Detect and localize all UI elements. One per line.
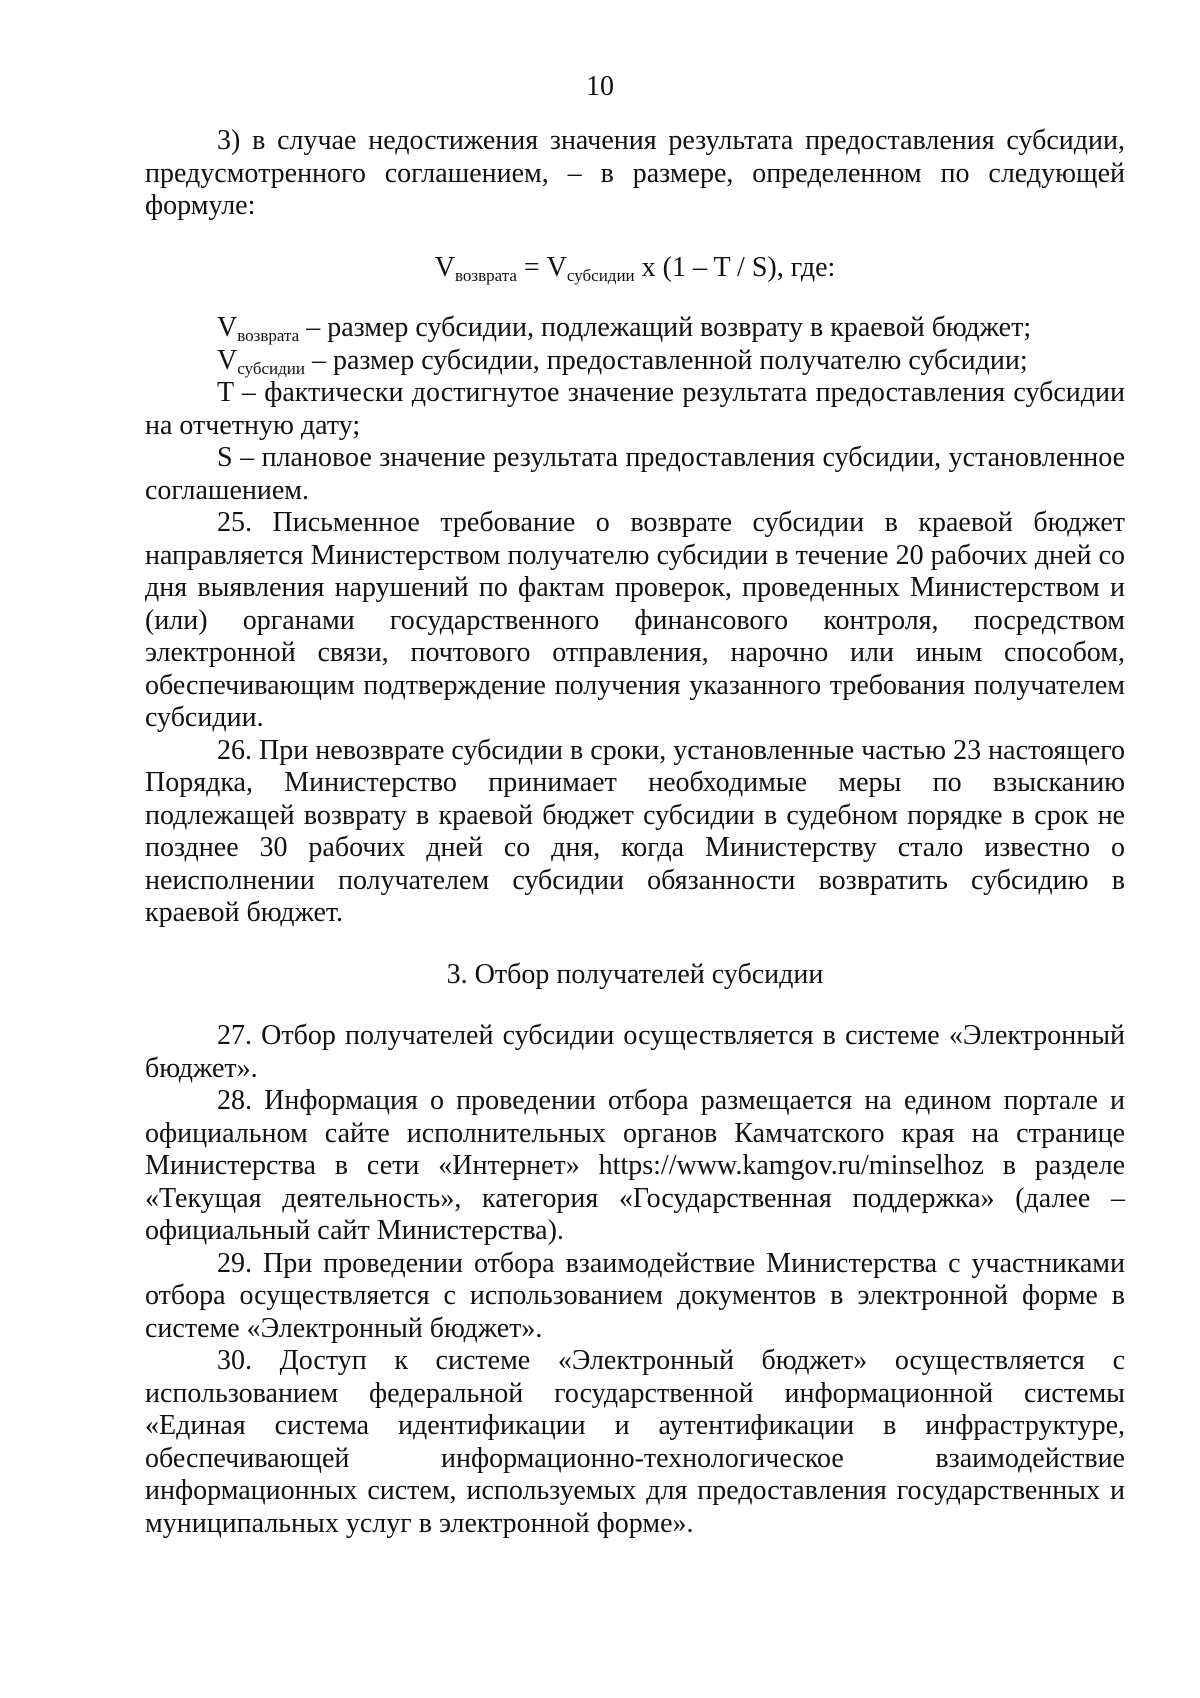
paragraph-28: 28. Информация о проведении отбора размещается на едином портале и официальном сайте исполнительных органов Камчатского края на странице Министерства в сети «Интернет» https://www.kamgov.ru/minselhoz в разделе «Текущая деятельность», категория «Государственная поддержка» (далее – официальный сайт Министерства). [145,1085,1125,1246]
document-body [145,125,1125,1540]
definition-v-return [145,312,1125,345]
paragraph-29: 29. При проведении отбора взаимодействие Министерства с участниками отбора осуществляется с использованием документов в электронной форме в системе «Электронный бюджет». [145,1247,1125,1344]
refund-formula [145,252,1125,285]
formula-rest: x (1 – T / S), где: [634,251,836,283]
formula-v-return: V [434,251,455,283]
definition-symbol: V [217,312,238,343]
definition-text: – размер субсидии, предоставленной получателю субсидии; [304,344,1028,376]
formula-sub-subsidy: субсидии [566,265,635,285]
definition-v-subsidy [145,345,1125,378]
paragraph-27: 27. Отбор получателей субсидии осуществляется в системе «Электронный бюджет». [145,1020,1125,1084]
definition-text: – размер субсидии, подлежащий возврату в краевой бюджет; [299,312,1032,343]
formula-sub-return: возврата [454,265,517,285]
page-number: 10 [586,71,614,102]
definition-symbol: V [217,344,238,376]
paragraph-25: 25. Письменное требование о возврате субсидии в краевой бюджет направляется Министерством получателю субсидии в течение 20 рабочих дней со дня выявления нарушений по фактам проверок, проведенных Министерством и (или) органами государственного финансового контроля, посредством электронной связи, почтового отправления, нарочно или иным способом, обеспечивающим подтверждение получения указанного требования получателем субсидии. [145,507,1125,733]
formula-eq: = V [516,251,567,283]
paragraph-subpoint-3: 3) в случае недостижения значения результата предоставления субсидии, предусмотренного соглашением, – в размере, определенном по следующей формуле: [145,125,1125,221]
section-heading: 3. Отбор получателей субсидии [446,958,824,990]
definition-t: T – фактически достигнутое значение результата предоставления субсидии на отчетную дату; [145,377,1125,441]
definition-subscript: субсидии [237,358,305,378]
definition-s: S – плановое значение результата предоставления субсидии, установленное соглашением. [145,442,1125,506]
paragraph-30: 30. Доступ к системе «Электронный бюджет» осуществляется с использованием федеральной государственной информационной системы «Единая система идентификации и аутентификации в инфраструктуре, обеспечивающей информационно-технологическое взаимодействие информационных систем, используемых для предоставления государственных и муниципальных услуг в электронной форме». [145,1345,1125,1539]
definition-subscript: возврата [237,326,300,345]
paragraph-26: 26. При невозврате субсидии в сроки, установленные частью 23 настоящего Порядка, Министерство принимает необходимые меры по взысканию подлежащей возврату в краевой бюджет субсидии в судебном порядке в срок не позднее 30 рабочих дней со дня, когда Министерству стало известно о неисполнении получателем субсидии обязанности возвратить субсидию в краевой бюджет. [145,734,1125,928]
